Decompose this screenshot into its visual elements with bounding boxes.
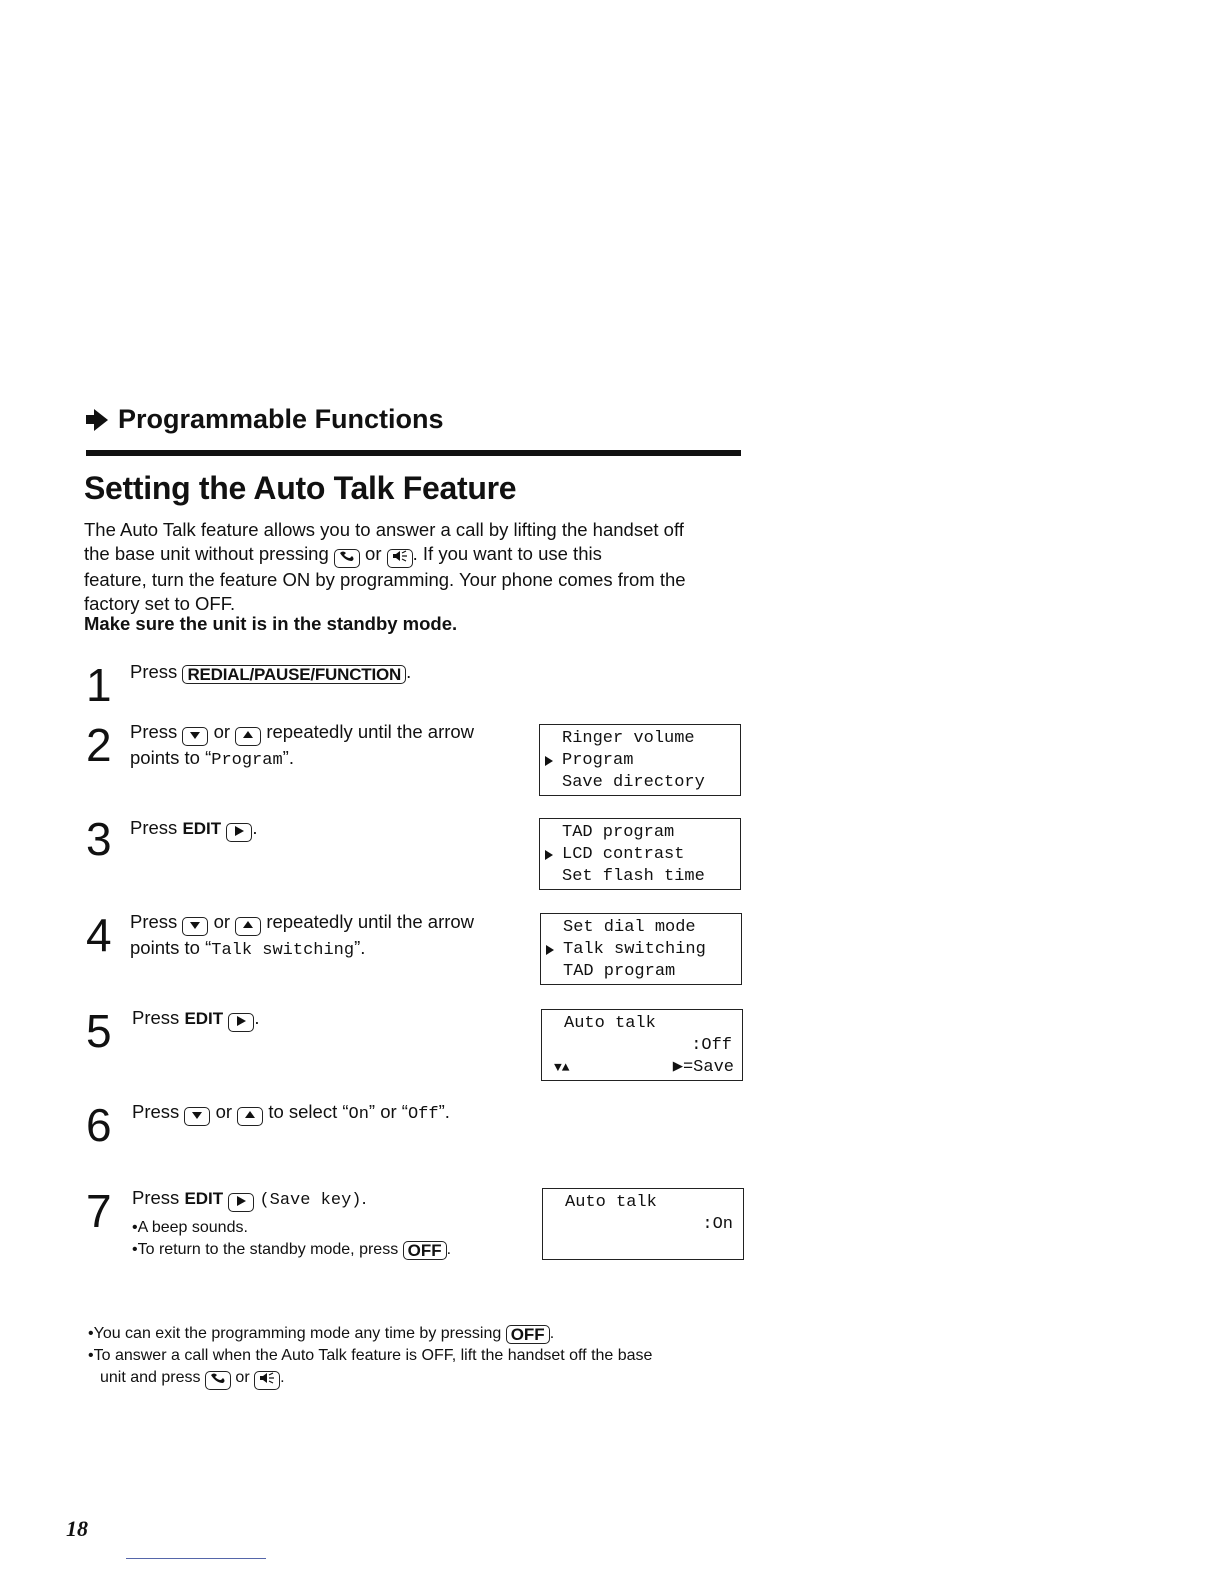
step-mono-text: Program — [211, 751, 283, 770]
step-text: Press — [130, 817, 178, 838]
step-text: Press — [132, 1187, 180, 1208]
step-text: Press — [132, 1101, 180, 1122]
lcd-line: :Off — [691, 1036, 732, 1055]
lcd-line: Save directory — [562, 773, 705, 792]
bullet-item: •A beep sounds. — [132, 1219, 248, 1236]
step-number: 6 — [86, 1099, 112, 1151]
step-number: 1 — [86, 659, 112, 711]
step-5-text — [132, 1006, 259, 1032]
edit-label: EDIT — [184, 1009, 224, 1028]
play-icon — [228, 1193, 254, 1212]
lcd-display — [541, 1009, 743, 1081]
section-arrow-icon — [86, 409, 108, 431]
step-text: ” or “ — [368, 1101, 408, 1122]
footnote-text: unit and press — [100, 1369, 201, 1386]
step-text: Press — [130, 721, 178, 742]
step-2-text — [130, 720, 530, 773]
lcd-line: Set flash time — [562, 867, 705, 886]
intro-text: or — [365, 543, 382, 564]
step-text: Press — [132, 1007, 180, 1028]
redial-pause-function-key: REDIAL/PAUSE/FUNCTION — [182, 665, 406, 684]
off-key: OFF — [506, 1325, 550, 1344]
bullet-text: A beep sounds. — [137, 1219, 248, 1236]
footnote-text: To answer a call when the Auto Talk feature is OFF, lift the handset off the base — [93, 1347, 653, 1364]
bullet-text: . — [446, 1241, 452, 1258]
lcd-line: Auto talk — [565, 1193, 657, 1212]
up-arrow-icon — [235, 727, 261, 746]
step-text: Press — [130, 661, 178, 682]
step-number: 5 — [86, 1005, 112, 1057]
step-number: 2 — [86, 719, 112, 771]
page-title: Setting the Auto Talk Feature — [84, 470, 517, 506]
bullet-text: To return to the standby mode, press — [137, 1241, 399, 1258]
step-text: ”. — [282, 747, 294, 768]
bullet-item: •To return to the standby mode, press OFF . — [132, 1241, 452, 1260]
section-header — [86, 404, 444, 435]
down-arrow-icon — [182, 917, 208, 936]
step-mono-text: (Save key) — [259, 1191, 362, 1210]
step-text: or — [215, 1101, 233, 1122]
lcd-softkey-row — [542, 1057, 742, 1079]
step-text: . — [254, 1007, 260, 1028]
step-number: 7 — [86, 1185, 112, 1237]
footnote-item: •To answer a call when the Auto Talk feature is OFF, lift the handset off the base — [88, 1347, 653, 1364]
footnote-item: •You can exit the programming mode any time by pressing OFF . — [88, 1325, 555, 1344]
lcd-arrows: ▼▲ — [554, 1060, 570, 1075]
lcd-line-selected: Talk switching — [541, 939, 741, 961]
section-title: Programmable Functions — [118, 404, 444, 434]
footnote-text: . — [280, 1369, 285, 1386]
step-text: points to “ — [130, 937, 212, 958]
lcd-display — [539, 724, 741, 796]
step-text: repeatedly until the arrow — [266, 911, 475, 932]
intro-line: The Auto Talk feature allows you to answer a call by lifting the handset off — [84, 519, 684, 540]
footnote-item — [88, 1367, 748, 1390]
lcd-line: Set dial mode — [563, 918, 696, 937]
lcd-display — [540, 913, 742, 985]
step-7-text — [132, 1186, 532, 1261]
lcd-save-label: ▶=Save — [672, 1058, 734, 1077]
footnote-text: . — [549, 1325, 555, 1342]
step-text: . — [361, 1187, 367, 1208]
footnote-text: or — [235, 1369, 250, 1386]
step-text: . — [252, 817, 258, 838]
edit-label: EDIT — [184, 1189, 224, 1208]
header-rule — [86, 450, 741, 456]
up-arrow-icon — [237, 1107, 263, 1126]
step-text: ”. — [438, 1101, 450, 1122]
step-text: . — [406, 661, 412, 682]
step-number: 4 — [86, 909, 112, 961]
edit-label: EDIT — [182, 819, 222, 838]
lcd-line: TAD program — [562, 823, 675, 842]
down-arrow-icon — [184, 1107, 210, 1126]
intro-line: factory set to OFF. — [84, 593, 236, 614]
standby-note: Make sure the unit is in the standby mode. — [84, 613, 458, 634]
step-1-text — [130, 660, 411, 684]
bottom-divider — [126, 1558, 266, 1559]
speakerphone-icon — [387, 549, 413, 568]
step-text: or — [213, 721, 231, 742]
step-3-text — [130, 816, 257, 842]
step-mono-text: Talk switching — [211, 941, 355, 960]
talk-icon — [205, 1371, 231, 1390]
speakerphone-icon — [254, 1371, 280, 1390]
intro-text: the base unit without pressing — [84, 543, 329, 564]
footnotes — [88, 1323, 748, 1390]
step-6-text — [132, 1100, 450, 1127]
lcd-line: :On — [702, 1215, 733, 1234]
play-icon — [228, 1013, 254, 1032]
lcd-line: Auto talk — [564, 1014, 656, 1033]
lcd-line: Ringer volume — [562, 729, 695, 748]
step-text: ”. — [354, 937, 366, 958]
step-text: to select “ — [268, 1101, 349, 1122]
lcd-display — [542, 1188, 744, 1260]
up-arrow-icon — [235, 917, 261, 936]
step-text: Press — [130, 911, 178, 932]
step-mono-text: On — [348, 1105, 369, 1124]
step-mono-text: Off — [407, 1105, 439, 1124]
intro-line — [84, 542, 749, 568]
step-4-text — [130, 910, 530, 963]
step-number: 3 — [86, 813, 112, 865]
down-arrow-icon — [182, 727, 208, 746]
footnote-text: You can exit the programming mode any time by pressing — [93, 1325, 502, 1342]
lcd-line: TAD program — [563, 962, 676, 981]
step-text: points to “ — [130, 747, 212, 768]
step-text: repeatedly until the arrow — [266, 721, 475, 742]
intro-line: feature, turn the feature ON by programming. Your phone comes from the — [84, 569, 686, 590]
intro-text: . If you want to use this — [412, 543, 602, 564]
off-key: OFF — [403, 1241, 447, 1260]
intro-paragraph — [84, 518, 749, 616]
play-icon — [226, 823, 252, 842]
lcd-display — [539, 818, 741, 890]
page-number: 18 — [66, 1516, 88, 1541]
lcd-line-selected: LCD contrast — [540, 844, 740, 866]
talk-icon — [334, 549, 360, 568]
lcd-line-selected: Program — [540, 750, 740, 772]
step-text: or — [213, 911, 231, 932]
